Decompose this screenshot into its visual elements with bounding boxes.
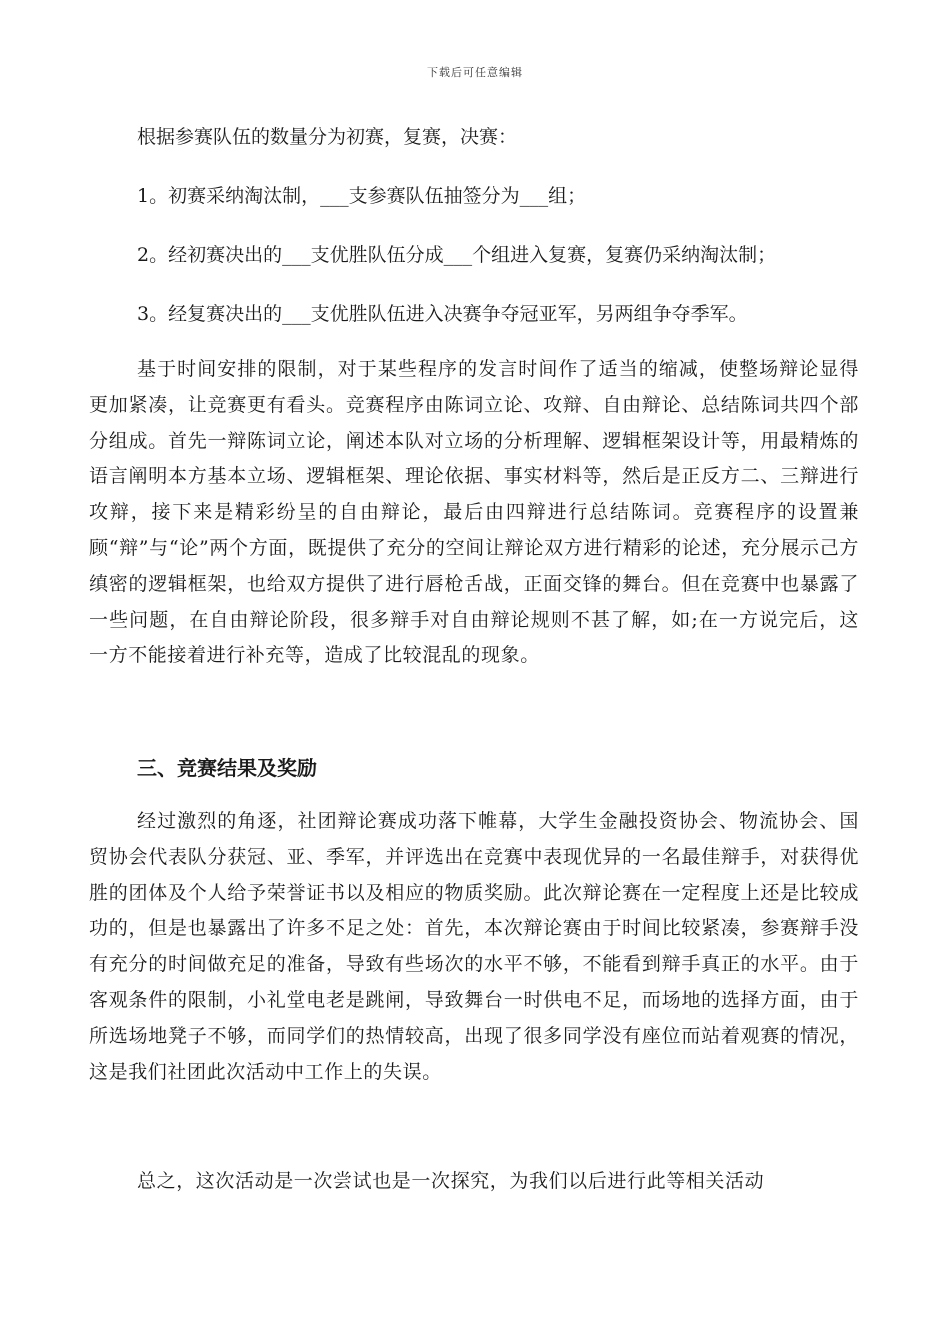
procedure-paragraph: 基于时间安排的限制，对于某些程序的发言时间作了适当的缩减，使整场辩论显得更加紧凑，让竞赛更有看头。竞赛程序由陈词立论、攻辩、自由辩论、总结陈词共四个部分组成。首先一辩陈词立论，阐述本队对立场的分析理解、逻辑框架设计等，用最精炼的语言阐明本方基本立场、逻辑框架、理论依据、事实材料等，然后是正反方二、三辩进行攻辩，接下来是精彩纷呈的自由辩论，最后由四辩进行总结陈词。竞赛程序的设置兼顾“辩”与“论”两个方面，既提供了充分的空间让辩论双方进行精彩的论述，充分展示己方缜密的逻辑框架，也给双方提供了进行唇枪舌战，正面交锋的舞台。但在竞赛中也暴露了一些问题，在自由辩论阶段，很多辩手对自由辩论规则不甚了解，如;在一方说完后，这一方不能接着进行补充等，造成了比较混乱的现象。: [89, 358, 859, 667]
round-3-line: 3。经复赛决出的___支优胜队伍进入决赛争夺冠亚军，另两组争夺季军。: [137, 303, 748, 325]
round-1-line: 1。初赛采纳淘汰制，___支参赛队伍抽签分为___组；: [137, 185, 587, 207]
results-paragraph: 经过激烈的角逐，社团辩论赛成功落下帷幕，大学生金融投资协会、物流协会、国贸协会代表队分获冠、亚、季军，并评选出在竞赛中表现优异的一名最佳辩手，对获得优胜的团体及个人给予荣誉证书以及相应的物质奖励。此次辩论赛在一定程度上还是比较成功的，但是也暴露出了许多不足之处：首先，本次辩论赛由于时间比较紧凑，参赛辩手没有充分的时间做充足的准备，导致有些场次的水平不够，不能看到辩手真正的水平。由于客观条件的限制，小礼堂电老是跳闸，导致舞台一时供电不足，而场地的选择方面，由于所选场地凳子不够，而同学们的热情较高，出现了很多同学没有座位而站着观赛的情况，这是我们社团此次活动中工作上的失误。: [89, 810, 859, 1083]
round-2-line: 2。经初赛决出的___支优胜队伍分成___个组进入复赛，复赛仍采纳淘汰制；: [137, 244, 777, 266]
page-header-note: 下载后可任意编辑: [427, 66, 523, 79]
stage-intro-line: 根据参赛队伍的数量分为初赛，复赛，决赛：: [137, 126, 518, 148]
section-3-heading: 三、竞赛结果及奖励: [137, 756, 317, 780]
summary-paragraph: 总之，这次活动是一次尝试也是一次探究，为我们以后进行此等相关活动: [137, 1170, 765, 1192]
